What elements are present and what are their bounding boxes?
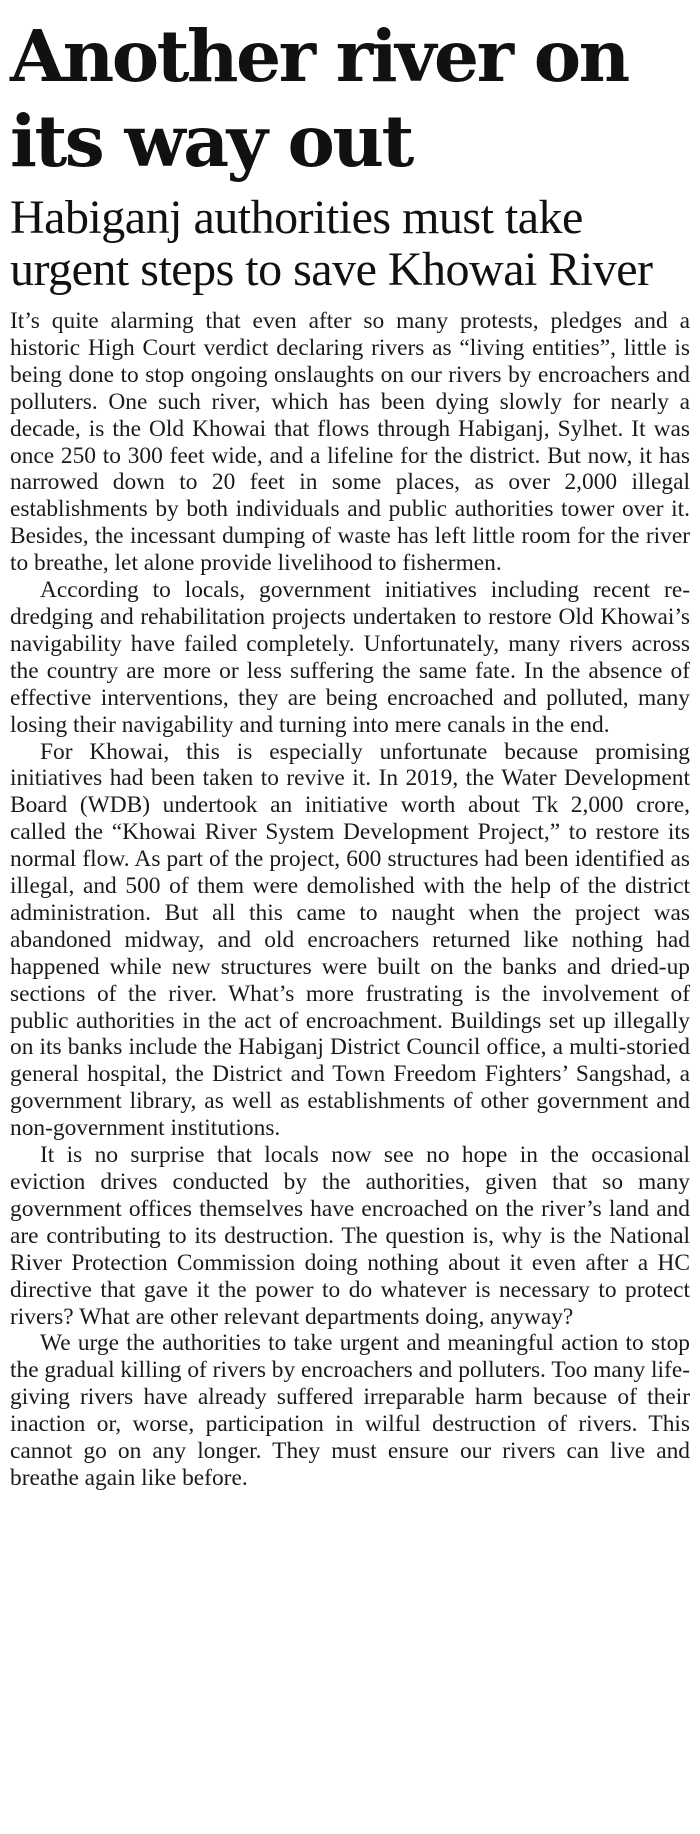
paragraph-1: It’s quite alarming that even after so many protests, pledges and a historic High Court verdict declaring rivers as “living entities”, little is being done to stop ongoing onslaughts on our rivers by encroachers and polluters. One such river, which has been dying slowly for nearly a decade, is the Old Khowai that flows through Habiganj, Sylhet. It was once 250 to 300 feet wide, and a lifeline for the district. But now, it has narrowed down to 20 feet in some places, as over 2,000 illegal establishments by both individuals and public authorities tower over it. Besides, the incessant dumping of waste has left little room for the river to breathe, let alone provide livelihood to fishermen. [10,308,690,577]
subheadline: Habiganj authorities must take urgent steps to save Khowai River [10,191,653,296]
paragraph-4: It is no surprise that locals now see no hope in the occasional eviction drives conducted by the authorities, given that so many government offices themselves have encroached on the river’s land and are contributing to its destruction. The question is, why is the National River Protection Commission doing nothing about it even after a HC directive that gave it the power to do whatever is necessary to protect rivers? What are other relevant departments doing, anyway? [10,1142,690,1330]
paragraph-5: We urge the authorities to take urgent and meaningful action to stop the gradual killing of rivers by encroachers and polluters. Too many life-giving rivers have already suffered irreparable harm because of their inaction or, worse, participation in wilful destruction of rivers. This cannot go on any longer. They must ensure our rivers can live and breathe again like before. [10,1330,690,1491]
paragraph-3: For Khowai, this is especially unfortunate because promising initiatives had been taken to revive it. In 2019, the Water Development Board (WDB) undertook an initiative worth about Tk 2,000 crore, called the “Khowai River System Development Project,” to restore its normal flow. As part of the project, 600 structures had been identified as illegal, and 500 of them were demolished with the help of the district administration. But all this came to naught when the project was abandoned midway, and old encroachers returned like nothing had happened while new structures were built on the banks and dried-up sections of the river. What’s more frustrating is the involvement of public authorities in the act of encroachment. Buildings set up illegally on its banks include the Habiganj District Council office, a multi-storied general hospital, the District and Town Freedom Fighters’ Sangshad, a government library, as well as establishments of other government and non-government institutions. [10,738,690,1142]
headline: Another river on its way out [10,14,628,183]
article-body [10,308,690,1492]
paragraph-2: According to locals, government initiatives including recent re-dredging and rehabilitation projects undertaken to restore Old Khowai’s navigability have failed completely. Unfortunately, many rivers across the country are more or less suffering the same fate. In the absence of effective interventions, they are being encroached and polluted, many losing their navigability and turning into mere canals in the end. [10,577,690,738]
